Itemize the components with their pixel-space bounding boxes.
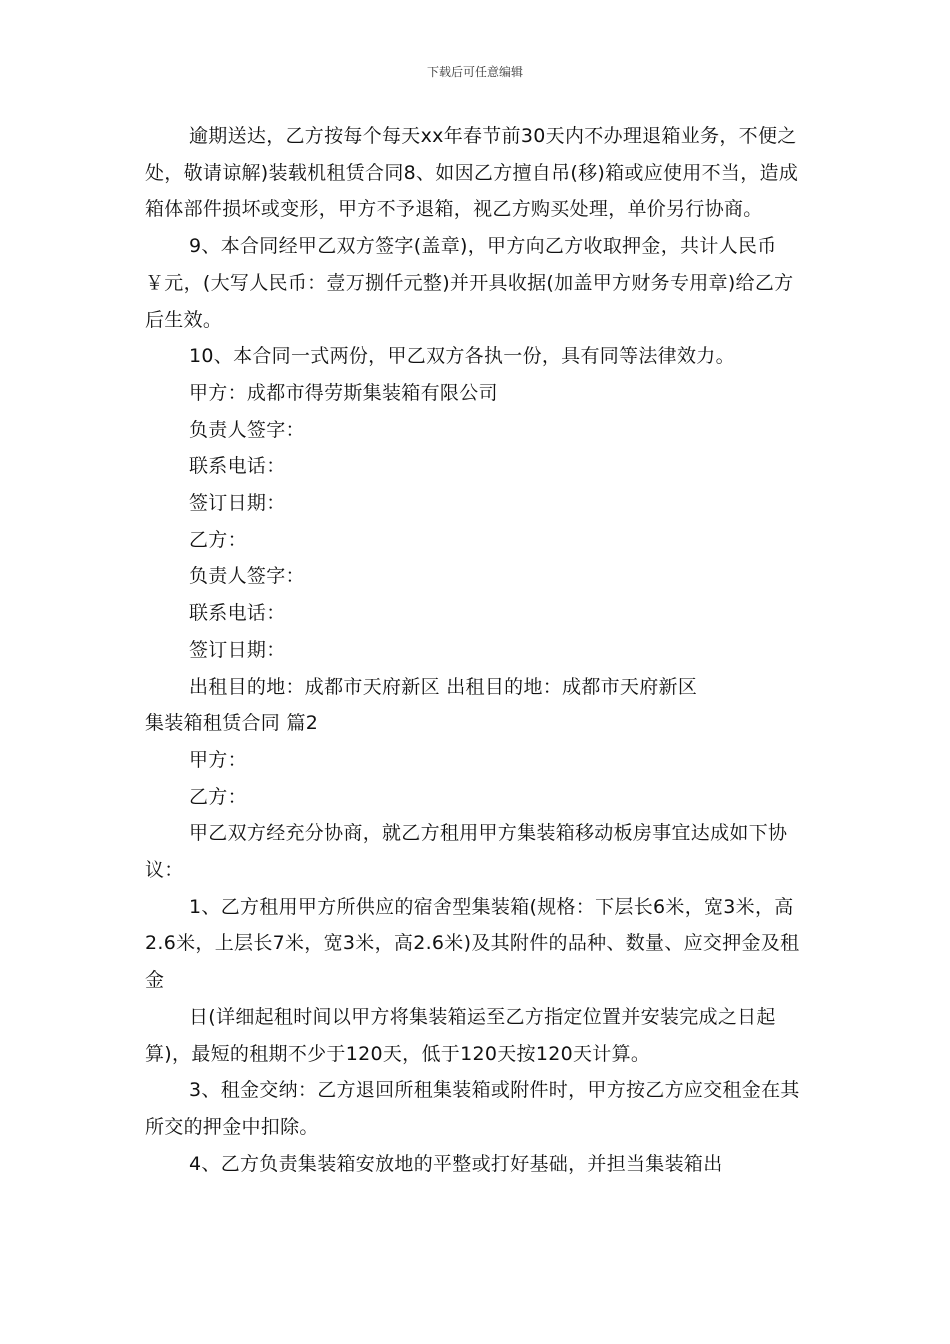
party-a-label: 甲方： xyxy=(189,748,247,771)
page-header: 下载后可任意编辑 xyxy=(426,65,523,79)
paragraph-clause-10: 10、本合同一式两份，甲乙双方各执一份，具有同等法律效力。 xyxy=(189,345,735,368)
paragraph-clause-1: 1、乙方租用甲方所供应的宿舍型集装箱(规格：下层长6米，宽3米，高2.6米，上层长7米，宽3米，高2.6米)及其附件的品种、数量、应交押金及租金 xyxy=(145,895,800,992)
party-b-signature: 负责人签字： xyxy=(189,565,305,588)
party-b-phone: 联系电话： xyxy=(189,602,286,625)
party-b-date: 签订日期： xyxy=(189,638,286,661)
party-a-name: 甲方：成都市得劳斯集装箱有限公司 xyxy=(189,381,498,404)
party-b-label: 乙方： xyxy=(189,785,247,808)
rental-destination: 出租目的地：成都市天府新区 出租目的地：成都市天府新区 xyxy=(189,675,698,698)
paragraph-clause-3: 3、租金交纳：乙方退回所租集装箱或附件时，甲方按乙方应交租金在其所交的押金中扣除。 xyxy=(145,1079,800,1138)
paragraph-rental-start: 日(详细起租时间以甲方将集装箱运至乙方指定位置并安装完成之日起算)，最短的租期不少于120天，低于120天按120天计算。 xyxy=(145,1005,776,1065)
document-body xyxy=(145,118,810,1182)
party-a-date: 签订日期： xyxy=(189,492,286,515)
section-title: 集装箱租赁合同 篇2 xyxy=(145,712,319,735)
party-a-phone: 联系电话： xyxy=(189,455,286,478)
paragraph-agreement-intro: 甲乙双方经充分协商，就乙方租用甲方集装箱移动板房事宜达成如下协议： xyxy=(145,822,788,882)
party-a-signature: 负责人签字： xyxy=(189,418,305,441)
paragraph-clause-4: 4、乙方负责集装箱安放地的平整或打好基础，并担当集装箱出 xyxy=(189,1152,723,1175)
party-b-name: 乙方： xyxy=(189,528,247,551)
paragraph-clause-9: 9、本合同经甲乙双方签字(盖章)，甲方向乙方收取押金，共计人民币￥元，(大写人民币：壹万捌仟元整)并开具收据(加盖甲方财务专用章)给乙方后生效。 xyxy=(145,235,794,331)
paragraph-overdue-delivery: 逾期送达，乙方按每个每天xx年春节前30天内不办理退箱业务，不便之处，敬请谅解)装载机租赁合同8、如因乙方擅自吊(移)箱或应使用不当，造成箱体部件损坏或变形，甲方不予退箱，视乙方购买处理，单价另行协商。 xyxy=(145,125,799,221)
